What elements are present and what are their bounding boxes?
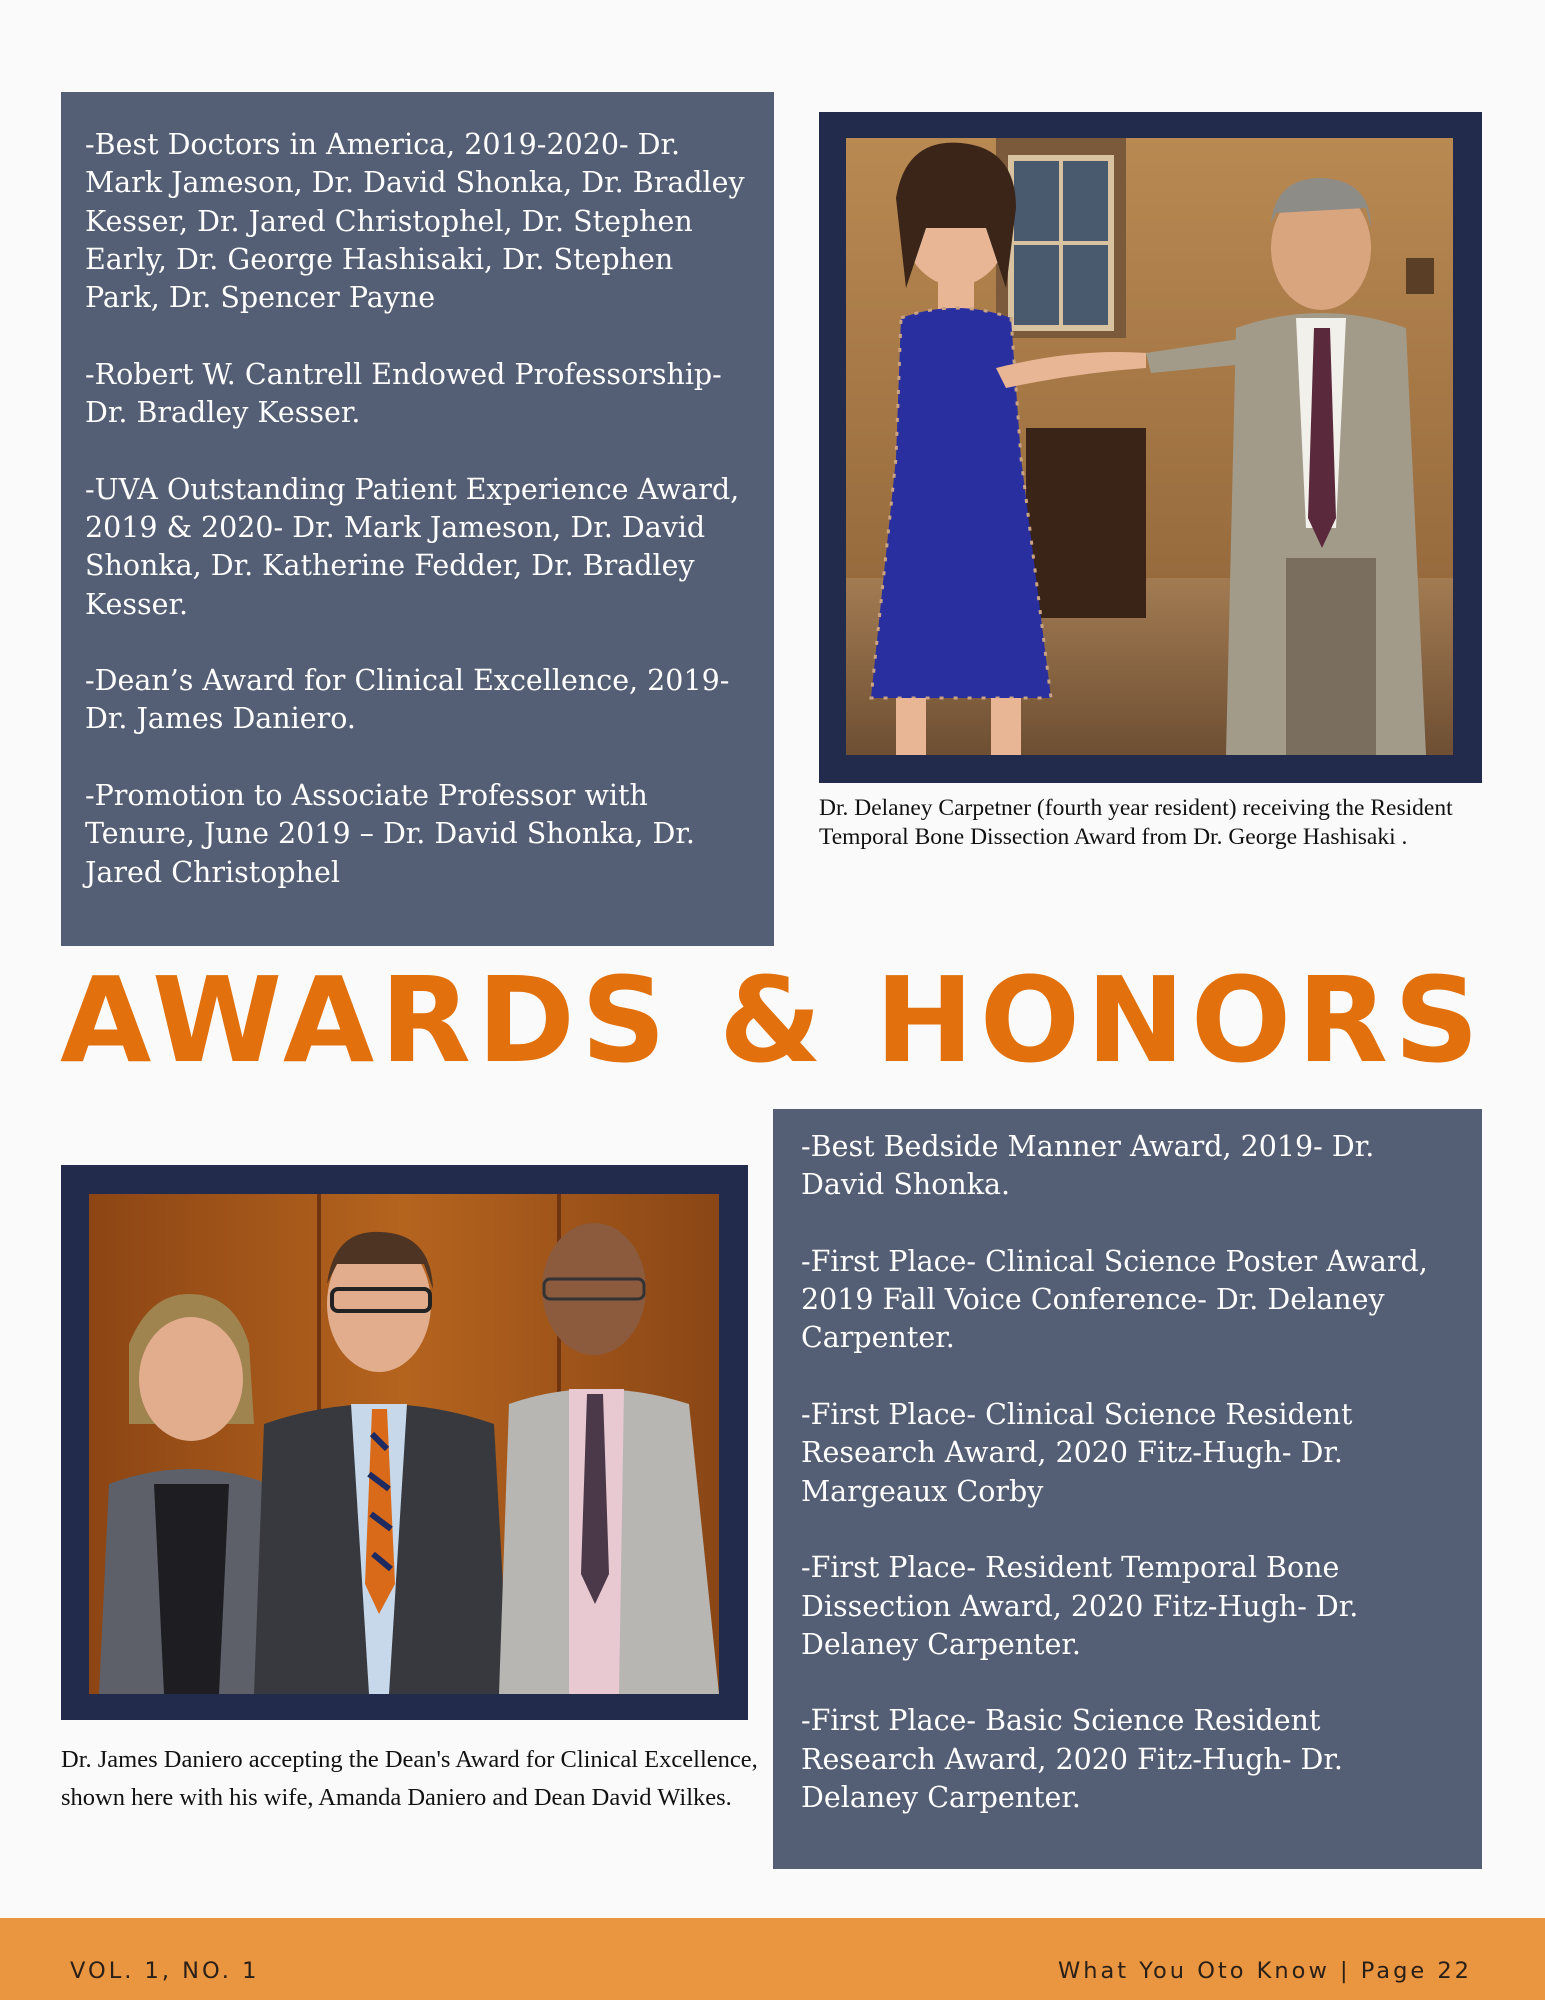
photo-caption-top: Dr. Delaney Carpetner (fourth year resident) receiving the Resident Temporal Bone Dissection Award from Dr. George Hashisaki . <box>819 795 1453 850</box>
award-item: -First Place- Clinical Science Poster Award, 2019 Fall Voice Conference- Dr. Delaney Carpenter. <box>801 1244 1428 1355</box>
award-item: -Robert W. Cantrell Endowed Professorship- Dr. Bradley Kesser. <box>85 357 722 430</box>
page-title: AWARDS & HONORS <box>59 951 1486 1089</box>
award-item: -Dean’s Award for Clinical Excellence, 2019- Dr. James Daniero. <box>85 664 730 736</box>
footer-volume: VOL. 1, NO. 1 <box>70 1958 260 1984</box>
award-item: -UVA Outstanding Patient Experience Award, 2019 & 2020- Dr. Mark Jameson, Dr. David Shonka, Dr. Katherine Fedder, Dr. Bradley Kesser. <box>85 472 740 621</box>
awards-panel-top <box>61 92 774 946</box>
award-item: -Best Bedside Manner Award, 2019- Dr. David Shonka. <box>801 1130 1375 1202</box>
award-item: -Best Doctors in America, 2019-2020- Dr. Mark Jameson, Dr. David Shonka, Dr. Bradley Kesser, Dr. Jared Christophel, Dr. Stephen Early, Dr. George Hashisaki, Dr. Stephen Park, Dr. Spencer Payne <box>85 128 745 315</box>
photo-award-presentation <box>846 138 1453 755</box>
awards-panel-bottom <box>773 1109 1482 1869</box>
photo-illustration <box>89 1194 719 1694</box>
award-item: -First Place- Resident Temporal Bone Dissection Award, 2020 Fitz-Hugh- Dr. Delaney Carpenter. <box>801 1551 1359 1661</box>
footer-page-number: What You Oto Know | Page 22 <box>1058 1958 1472 1984</box>
award-item: -First Place- Basic Science Resident Research Award, 2020 Fitz-Hugh- Dr. Delaney Carpenter. <box>801 1704 1343 1815</box>
photo-caption-bottom: Dr. James Daniero accepting the Dean's Award for Clinical Excellence, shown here with his wife, Amanda Daniero and Dean David Wilkes. <box>61 1746 758 1811</box>
photo-illustration <box>846 138 1453 755</box>
photo-deans-award <box>89 1194 719 1694</box>
award-item: -First Place- Clinical Science Resident Research Award, 2020 Fitz-Hugh- Dr. Margeaux Corby <box>801 1398 1353 1508</box>
award-item: -Promotion to Associate Professor with Tenure, June 2019 – Dr. David Shonka, Dr. Jared Christophel <box>85 779 695 889</box>
